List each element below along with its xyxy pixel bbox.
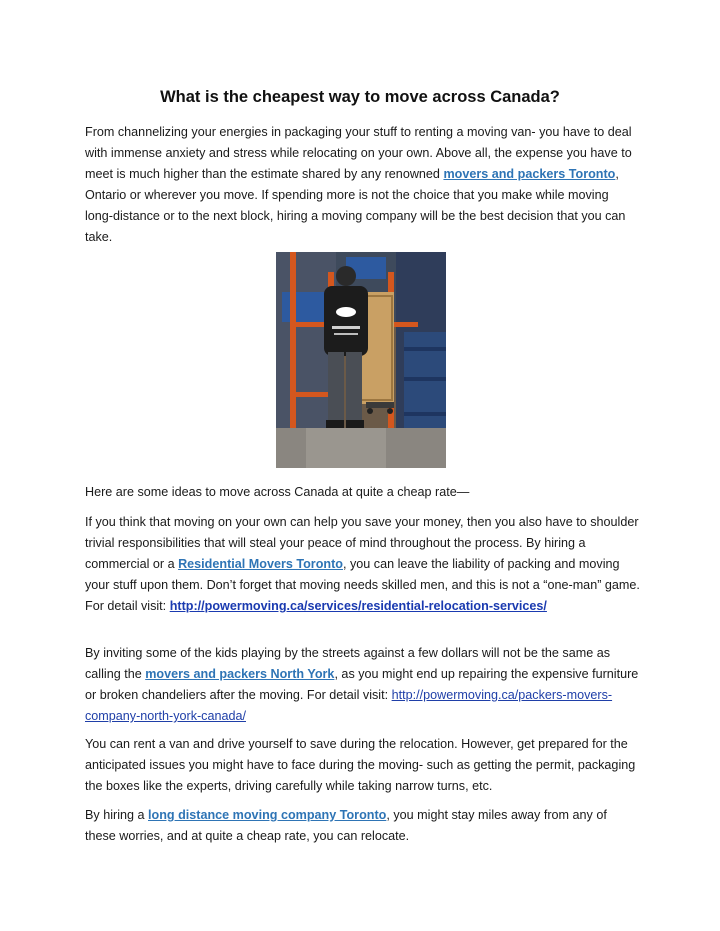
mover-photo bbox=[276, 252, 446, 468]
residential-text-1: If you think that moving on your own can help you save your money, then you also have to shoulder trivial responsibilities that will steal your peace of mind throughout the process. By hiring a commercial or a bbox=[85, 515, 639, 571]
residential-relocation-url[interactable]: http://powermoving.ca/services/residential-relocation-services/ bbox=[169, 599, 547, 613]
north-york-paragraph bbox=[85, 643, 640, 727]
north-york-text-2: , as you might end up repairing the expensive furniture or broken chandeliers after the moving. For detail visit: bbox=[85, 667, 639, 702]
movers-packers-north-york-link[interactable]: movers and packers North York bbox=[145, 667, 335, 681]
intro-text-1: From channelizing your energies in packaging your stuff to renting a moving van- you have to deal with immense anxiety and stress while relocating on your own. Above all, the expense you have to meet is much higher than the estimate shared by any renowned bbox=[85, 125, 632, 181]
long-distance-text-2: , you might stay miles away from any of these worries, and at quite a cheap rate, you can relocate. bbox=[85, 808, 607, 843]
residential-text-2: , you can leave the liability of packing and moving your stuff upon them. Don’t forget that moving needs skilled men, and this is not a “one-man” game. For detail visit: bbox=[85, 557, 640, 613]
residential-movers-toronto-link[interactable]: Residential Movers Toronto bbox=[178, 557, 343, 571]
north-york-text-1: By inviting some of the kids playing by the streets against a few dollars will not be the same as calling the bbox=[85, 646, 611, 681]
long-distance-paragraph bbox=[85, 805, 640, 847]
ideas-intro-paragraph: Here are some ideas to move across Canada at quite a cheap rate— bbox=[85, 485, 470, 499]
page-title: What is the cheapest way to move across Canada? bbox=[160, 88, 560, 106]
residential-paragraph bbox=[85, 512, 640, 617]
rent-van-paragraph: You can rent a van and drive yourself to save during the relocation. However, get prepared for the anticipated issues you might have to face during the moving- such as getting the permit, packaging the boxes like the experts, driving carefully while taking narrow turns, etc. bbox=[85, 737, 636, 793]
intro-paragraph bbox=[85, 122, 640, 248]
north-york-url[interactable]: http://powermoving.ca/packers-movers-company-north-york-canada/ bbox=[85, 688, 613, 723]
movers-packers-toronto-link[interactable]: movers and packers Toronto bbox=[443, 167, 616, 181]
mover-photo-illustration bbox=[276, 252, 446, 468]
long-distance-text-1: By hiring a bbox=[85, 808, 148, 822]
intro-text-2: , Ontario or wherever you move. If spending more is not the choice that you make while moving long-distance or to the next block, hiring a moving company will be the best decision that you can take. bbox=[85, 167, 626, 244]
long-distance-moving-link[interactable]: long distance moving company Toronto bbox=[148, 808, 387, 822]
